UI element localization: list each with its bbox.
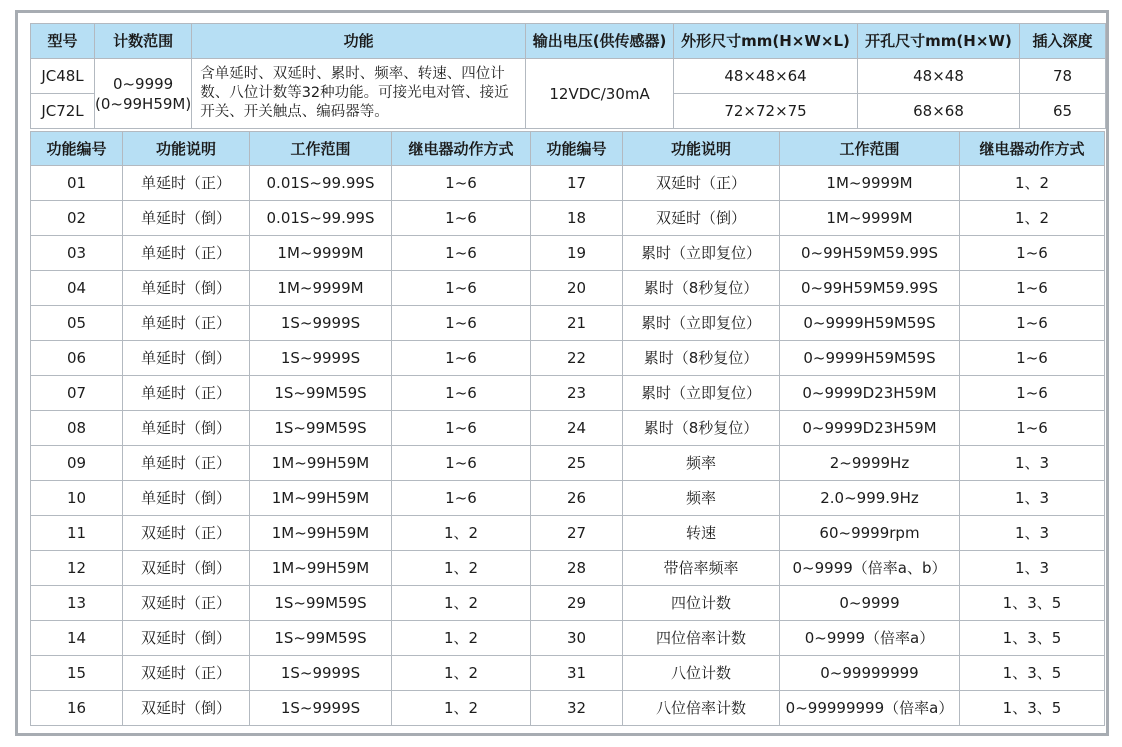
cell-relay-mode: 1~6	[392, 481, 531, 516]
header-work-range: 工作范围	[250, 132, 392, 166]
cell-func-no: 15	[31, 656, 123, 691]
cell-relay-mode: 1、3	[960, 481, 1105, 516]
cell-relay-mode: 1~6	[392, 341, 531, 376]
model-jc48l: JC48L	[31, 59, 95, 94]
count-range-cell	[94, 59, 191, 129]
cell-relay-mode: 1、2	[392, 516, 531, 551]
cell-func-no: 05	[31, 306, 123, 341]
table-row	[31, 691, 1105, 726]
cell-relay-mode: 1、2	[960, 166, 1105, 201]
cell-func-no: 32	[531, 691, 623, 726]
cell-work-range: 1S~9999S	[250, 341, 392, 376]
cell-relay-mode: 1~6	[960, 236, 1105, 271]
cell-func-no: 28	[531, 551, 623, 586]
cell-func-desc: 单延时（正）	[123, 166, 250, 201]
cell-work-range: 0~9999D23H59M	[780, 376, 960, 411]
cell-func-desc: 带倍率频率	[623, 551, 780, 586]
cell-relay-mode: 1、3	[960, 551, 1105, 586]
cell-work-range: 0~99H59M59.99S	[780, 271, 960, 306]
cell-func-no: 12	[31, 551, 123, 586]
cell-work-range: 1M~99H59M	[250, 551, 392, 586]
cell-func-desc: 单延时（正）	[123, 376, 250, 411]
cell-work-range: 1M~99H59M	[250, 446, 392, 481]
cutout-jc72l: 68×68	[858, 94, 1020, 129]
cell-work-range: 2~9999Hz	[780, 446, 960, 481]
cell-relay-mode: 1~6	[392, 376, 531, 411]
cell-work-range: 1M~9999M	[780, 201, 960, 236]
cell-relay-mode: 1、2	[392, 656, 531, 691]
cell-relay-mode: 1~6	[960, 341, 1105, 376]
cell-func-desc: 累时（8秒复位）	[623, 271, 780, 306]
cell-func-desc: 单延时（倒）	[123, 481, 250, 516]
cell-func-no: 26	[531, 481, 623, 516]
cell-work-range: 1S~99M59S	[250, 376, 392, 411]
cell-work-range: 0~99H59M59.99S	[780, 236, 960, 271]
cell-relay-mode: 1~6	[392, 306, 531, 341]
cell-func-no: 18	[531, 201, 623, 236]
spec-sheet-frame	[15, 10, 1109, 736]
cell-func-desc: 双延时（正）	[123, 656, 250, 691]
table-row	[31, 621, 1105, 656]
cell-work-range: 0~9999H59M59S	[780, 341, 960, 376]
cell-func-desc: 频率	[623, 481, 780, 516]
cell-func-desc: 四位计数	[623, 586, 780, 621]
function-table	[30, 131, 1105, 726]
spec-header-row	[31, 24, 1106, 59]
cell-func-no: 02	[31, 201, 123, 236]
depth-jc72l: 65	[1019, 94, 1105, 129]
cell-relay-mode: 1~6	[392, 411, 531, 446]
cell-relay-mode: 1、2	[960, 201, 1105, 236]
cell-work-range: 0.01S~99.99S	[250, 166, 392, 201]
cell-work-range: 0~99999999（倍率a）	[780, 691, 960, 726]
table-row	[31, 201, 1105, 236]
header-cutout-size: 开孔尺寸mm(H×W)	[858, 24, 1020, 59]
depth-jc48l: 78	[1019, 59, 1105, 94]
table-row	[31, 376, 1105, 411]
cell-relay-mode: 1、2	[392, 586, 531, 621]
cell-func-no: 07	[31, 376, 123, 411]
table-row	[31, 446, 1105, 481]
header-outer-size: 外形尺寸mm(H×W×L)	[674, 24, 858, 59]
cell-func-desc: 双延时（正）	[123, 516, 250, 551]
cell-func-no: 29	[531, 586, 623, 621]
cell-work-range: 0~9999	[780, 586, 960, 621]
table-row	[31, 481, 1105, 516]
cell-work-range: 1M~99H59M	[250, 516, 392, 551]
cell-relay-mode: 1、2	[392, 691, 531, 726]
cell-work-range: 0~9999D23H59M	[780, 411, 960, 446]
table-row	[31, 551, 1105, 586]
cell-func-no: 09	[31, 446, 123, 481]
cell-work-range: 1S~9999S	[250, 306, 392, 341]
cell-func-desc: 双延时（倒）	[123, 691, 250, 726]
cell-func-no: 17	[531, 166, 623, 201]
cell-relay-mode: 1~6	[392, 236, 531, 271]
function-table-body	[31, 166, 1105, 726]
table-row	[31, 656, 1105, 691]
table-row	[31, 306, 1105, 341]
cell-work-range: 1S~9999S	[250, 656, 392, 691]
cell-func-no: 19	[531, 236, 623, 271]
cell-func-no: 23	[531, 376, 623, 411]
cell-func-desc: 双延时（倒）	[123, 551, 250, 586]
cell-work-range: 2.0~999.9Hz	[780, 481, 960, 516]
cell-func-no: 24	[531, 411, 623, 446]
header-insert-depth: 插入深度	[1019, 24, 1105, 59]
header-count-range: 计数范围	[94, 24, 191, 59]
size-jc72l: 72×72×75	[674, 94, 858, 129]
count-range-line2: (0~99H59M)	[94, 94, 192, 113]
table-row	[31, 236, 1105, 271]
cell-func-desc: 累时（8秒复位）	[623, 341, 780, 376]
cell-func-desc: 双延时（倒）	[123, 621, 250, 656]
cell-work-range: 1S~99M59S	[250, 586, 392, 621]
cell-relay-mode: 1、3	[960, 446, 1105, 481]
cell-relay-mode: 1~6	[392, 166, 531, 201]
table-row	[31, 271, 1105, 306]
cell-func-desc: 累时（立即复位）	[623, 236, 780, 271]
cell-work-range: 1M~99H59M	[250, 481, 392, 516]
count-range-line1: 0~9999	[112, 74, 174, 93]
cell-func-no: 20	[531, 271, 623, 306]
cell-relay-mode: 1、3、5	[960, 621, 1105, 656]
output-voltage-value: 12VDC/30mA	[526, 59, 674, 129]
cell-func-no: 10	[31, 481, 123, 516]
cell-relay-mode: 1、3、5	[960, 691, 1105, 726]
cell-func-desc: 单延时（倒）	[123, 411, 250, 446]
cell-relay-mode: 1~6	[960, 271, 1105, 306]
cell-func-no: 11	[31, 516, 123, 551]
cell-func-desc: 累时（8秒复位）	[623, 411, 780, 446]
cell-work-range: 1S~99M59S	[250, 411, 392, 446]
cell-func-desc: 八位倍率计数	[623, 691, 780, 726]
cell-func-no: 22	[531, 341, 623, 376]
cell-func-no: 01	[31, 166, 123, 201]
cell-func-desc: 单延时（倒）	[123, 201, 250, 236]
cell-func-desc: 单延时（倒）	[123, 271, 250, 306]
cell-relay-mode: 1、3、5	[960, 656, 1105, 691]
cell-relay-mode: 1、2	[392, 551, 531, 586]
cell-work-range: 60~9999rpm	[780, 516, 960, 551]
table-row	[31, 516, 1105, 551]
cell-func-no: 27	[531, 516, 623, 551]
cell-relay-mode: 1、3、5	[960, 586, 1105, 621]
cell-func-desc: 转速	[623, 516, 780, 551]
cell-work-range: 0~99999999	[780, 656, 960, 691]
cell-relay-mode: 1~6	[392, 201, 531, 236]
cell-relay-mode: 1~6	[960, 411, 1105, 446]
header-relay-mode: 继电器动作方式	[960, 132, 1105, 166]
cell-func-no: 13	[31, 586, 123, 621]
cell-func-no: 25	[531, 446, 623, 481]
cell-func-no: 30	[531, 621, 623, 656]
cell-work-range: 1S~9999S	[250, 691, 392, 726]
function-description: 含单延时、双延时、累时、频率、转速、四位计数、八位计数等32种功能。可接光电对管、接近开关、开关触点、编码器等。	[192, 59, 526, 129]
header-function: 功能	[192, 24, 526, 59]
header-func-desc: 功能说明	[623, 132, 780, 166]
header-output-voltage: 输出电压(供传感器)	[526, 24, 674, 59]
cell-relay-mode: 1、2	[392, 621, 531, 656]
header-func-desc: 功能说明	[123, 132, 250, 166]
cutout-jc48l: 48×48	[858, 59, 1020, 94]
cell-work-range: 1M~9999M	[250, 236, 392, 271]
spec-row-jc48l	[31, 59, 1106, 94]
cell-func-no: 14	[31, 621, 123, 656]
cell-func-desc: 累时（立即复位）	[623, 306, 780, 341]
header-func-no: 功能编号	[531, 132, 623, 166]
cell-work-range: 0.01S~99.99S	[250, 201, 392, 236]
cell-func-desc: 八位计数	[623, 656, 780, 691]
table-row	[31, 166, 1105, 201]
table-row	[31, 586, 1105, 621]
header-relay-mode: 继电器动作方式	[392, 132, 531, 166]
cell-func-no: 06	[31, 341, 123, 376]
cell-func-desc: 单延时（正）	[123, 446, 250, 481]
cell-relay-mode: 1~6	[392, 446, 531, 481]
header-model: 型号	[31, 24, 95, 59]
cell-func-no: 04	[31, 271, 123, 306]
cell-func-no: 08	[31, 411, 123, 446]
cell-func-desc: 双延时（正）	[623, 166, 780, 201]
cell-work-range: 1M~9999M	[250, 271, 392, 306]
model-jc72l: JC72L	[31, 94, 95, 129]
cell-func-no: 16	[31, 691, 123, 726]
cell-func-no: 31	[531, 656, 623, 691]
cell-work-range: 1S~99M59S	[250, 621, 392, 656]
cell-func-desc: 四位倍率计数	[623, 621, 780, 656]
cell-relay-mode: 1、3	[960, 516, 1105, 551]
header-func-no: 功能编号	[31, 132, 123, 166]
cell-func-desc: 单延时（正）	[123, 306, 250, 341]
cell-func-desc: 双延时（倒）	[623, 201, 780, 236]
table-row	[31, 341, 1105, 376]
cell-func-desc: 单延时（正）	[123, 236, 250, 271]
cell-func-desc: 频率	[623, 446, 780, 481]
cell-work-range: 0~9999（倍率a、b）	[780, 551, 960, 586]
cell-relay-mode: 1~6	[960, 306, 1105, 341]
cell-func-desc: 双延时（正）	[123, 586, 250, 621]
table-row	[31, 411, 1105, 446]
cell-func-desc: 累时（立即复位）	[623, 376, 780, 411]
cell-relay-mode: 1~6	[960, 376, 1105, 411]
cell-relay-mode: 1~6	[392, 271, 531, 306]
function-header-row	[31, 132, 1105, 166]
cell-work-range: 1M~9999M	[780, 166, 960, 201]
model-spec-table	[30, 23, 1106, 129]
cell-work-range: 0~9999（倍率a）	[780, 621, 960, 656]
size-jc48l: 48×48×64	[674, 59, 858, 94]
header-work-range: 工作范围	[780, 132, 960, 166]
cell-func-no: 21	[531, 306, 623, 341]
cell-func-desc: 单延时（倒）	[123, 341, 250, 376]
cell-func-no: 03	[31, 236, 123, 271]
cell-work-range: 0~9999H59M59S	[780, 306, 960, 341]
